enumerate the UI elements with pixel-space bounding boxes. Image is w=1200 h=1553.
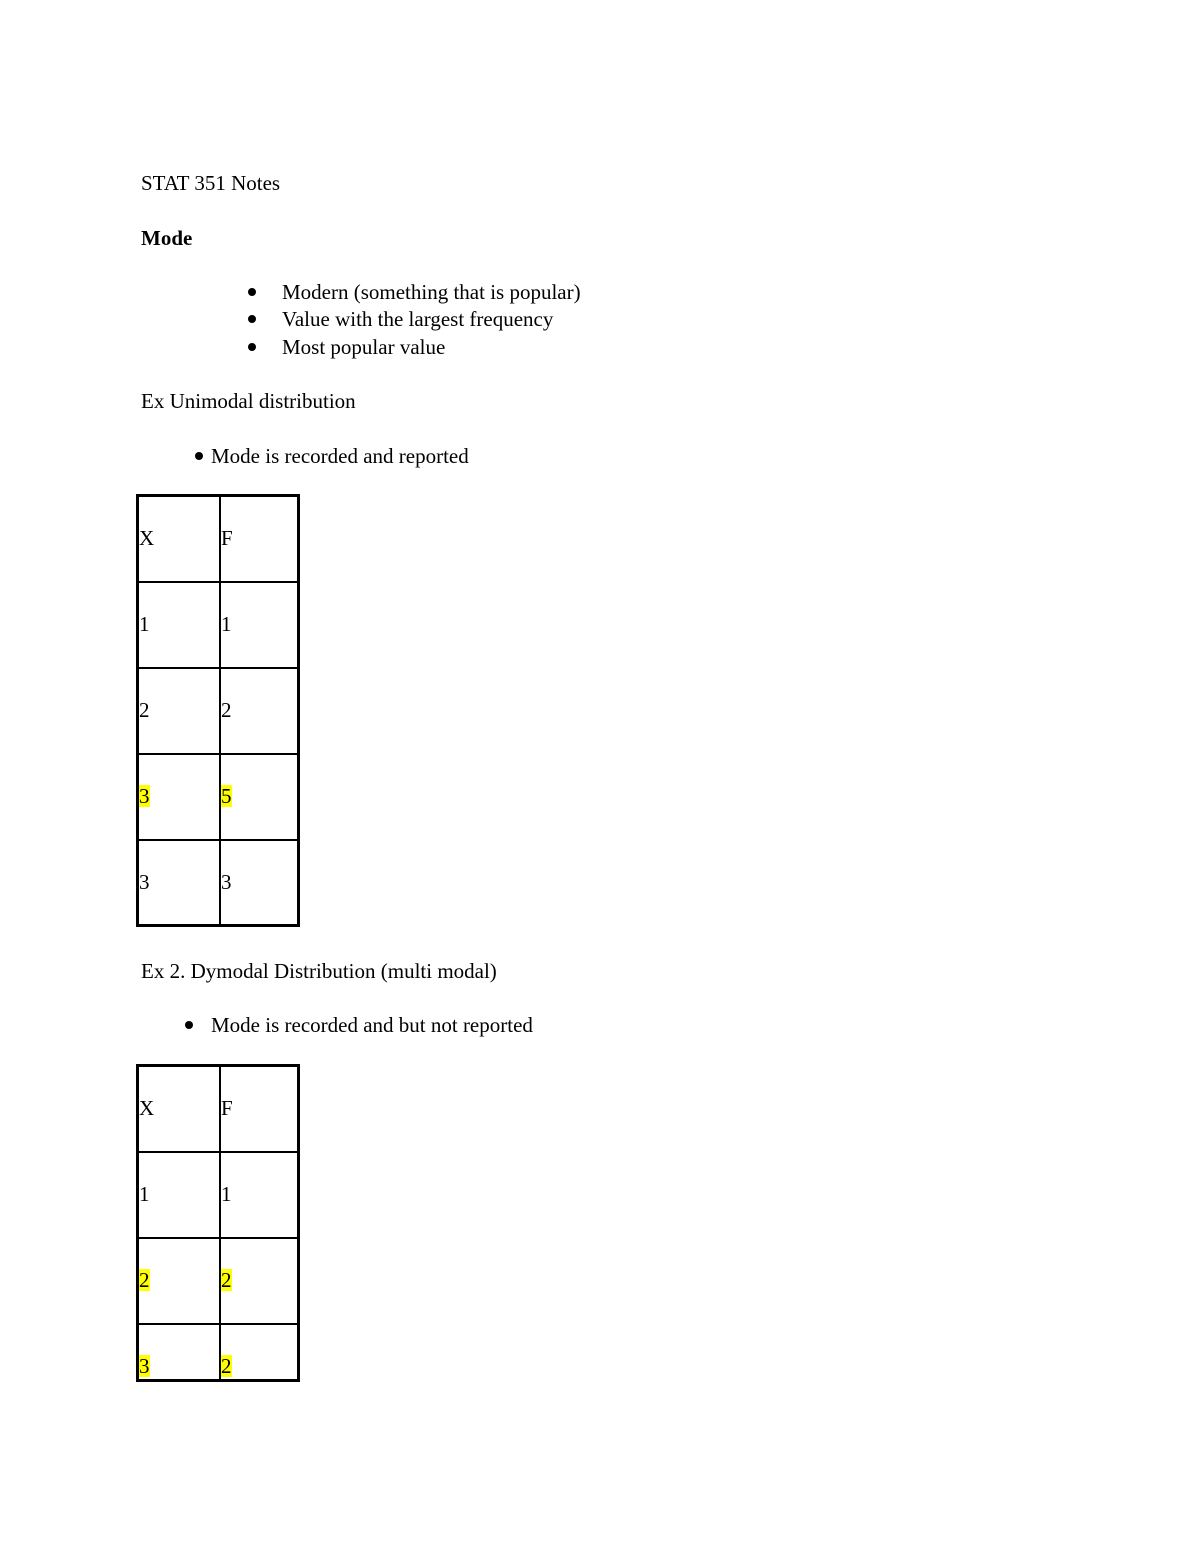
table-cell-x: 3 bbox=[138, 840, 221, 926]
table-cell-f: 5 bbox=[220, 754, 299, 840]
list-item-text: Modern (something that is popular) bbox=[282, 280, 581, 304]
table-row bbox=[138, 668, 299, 754]
table-cell-x: 2 bbox=[138, 1238, 221, 1324]
example1-bullet-text: Mode is recorded and reported bbox=[211, 444, 469, 468]
table-cell-f: 2 bbox=[220, 1324, 299, 1381]
table-cell-f: 1 bbox=[220, 1152, 299, 1238]
table-cell-x: 1 bbox=[138, 582, 221, 668]
table-header-row bbox=[138, 1066, 299, 1152]
table-cell-f: 3 bbox=[220, 840, 299, 926]
table-cell-f: 1 bbox=[220, 582, 299, 668]
list-item-text: Most popular value bbox=[282, 335, 446, 359]
table-header-x: X bbox=[138, 1066, 221, 1152]
example2-title: Ex 2. Dymodal Distribution (multi modal) bbox=[141, 959, 497, 983]
example2-bullet-text: Mode is recorded and but not reported bbox=[211, 1013, 533, 1037]
table-header-row bbox=[138, 496, 299, 582]
example1-title: Ex Unimodal distribution bbox=[141, 389, 356, 413]
table-row bbox=[138, 1152, 299, 1238]
table-cell-x: 3 bbox=[138, 754, 221, 840]
document-title: STAT 351 Notes bbox=[141, 171, 281, 195]
table-row-highlighted bbox=[138, 1238, 299, 1324]
table-header-f: F bbox=[220, 496, 299, 582]
bullet-icon bbox=[248, 315, 256, 323]
table-cell-x: 1 bbox=[138, 1152, 221, 1238]
table-row-highlighted bbox=[138, 754, 299, 840]
table-row-highlighted bbox=[138, 1324, 299, 1381]
table-cell-x: 2 bbox=[138, 668, 221, 754]
table-row bbox=[138, 582, 299, 668]
bullet-icon bbox=[185, 1021, 193, 1029]
table-cell-f: 2 bbox=[220, 668, 299, 754]
list-item-text: Value with the largest frequency bbox=[282, 307, 554, 331]
example1-frequency-table bbox=[136, 494, 300, 927]
section-heading-mode: Mode bbox=[141, 226, 193, 250]
table-header-f: F bbox=[220, 1066, 299, 1152]
bullet-icon bbox=[195, 452, 203, 460]
bullet-icon bbox=[248, 288, 256, 296]
table-cell-x: 3 bbox=[138, 1324, 221, 1381]
bullet-icon bbox=[248, 343, 256, 351]
table-header-x: X bbox=[138, 496, 221, 582]
example2-frequency-table bbox=[136, 1064, 300, 1382]
table-row bbox=[138, 840, 299, 926]
table-cell-f: 2 bbox=[220, 1238, 299, 1324]
